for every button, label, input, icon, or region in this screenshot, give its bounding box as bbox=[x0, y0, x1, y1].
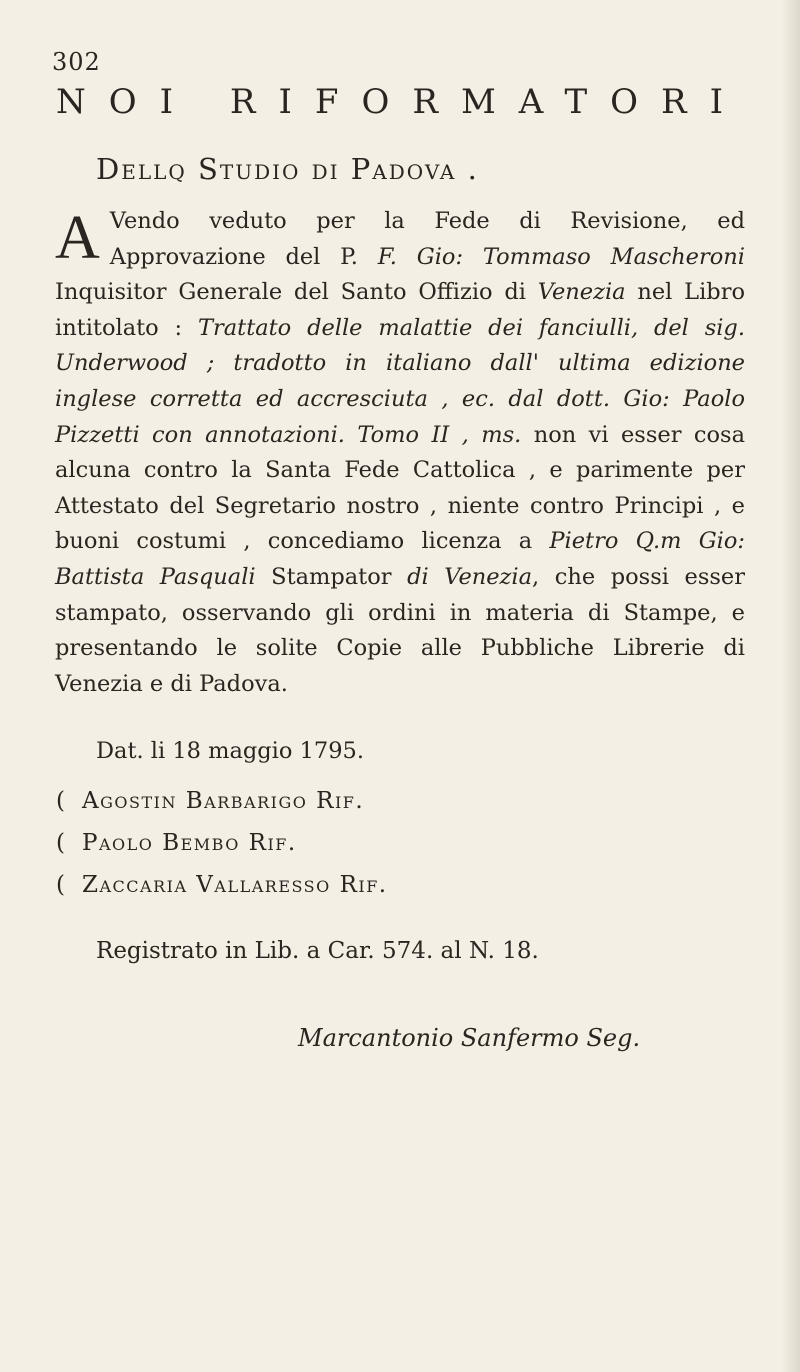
book-title: Trattato delle malattie dei fanciulli, del sig. Underwood ; tradotto in italiano dall' ultima edizione inglese corretta ed accresciuta , ec. dal dott. Gio: Paolo Pizzetti con annotazioni. Tomo II , ms. bbox=[55, 314, 745, 448]
text-segment-italic: di Venezia bbox=[407, 563, 533, 590]
signature-name: Agostin Barbarigo Rif. bbox=[82, 788, 365, 814]
text-segment: , che possi esser stampato, osservando gli ordini in materia di Stampe, e presentando le solite Copie alle Pubbliche Librerie di Venezia e di Padova. bbox=[55, 563, 745, 697]
signature-bracket: ( bbox=[56, 830, 67, 856]
signature-name: Paolo Bembo Rif. bbox=[82, 830, 297, 856]
signature-list bbox=[56, 780, 656, 906]
printer-name: Pietro Q.m Gio: Battista Pasquali bbox=[55, 528, 745, 590]
text-segment: nel Libro intitolato : bbox=[55, 279, 746, 341]
page-heading: NOI RIFORMATORI bbox=[56, 82, 747, 122]
text-segment: Vendo veduto per la Fede di Revisione, ed Approvazione del P. bbox=[109, 208, 745, 270]
drop-cap: A bbox=[55, 204, 100, 272]
text-segment-italic: Venezia bbox=[537, 279, 626, 306]
date-line: Dat. li 18 maggio 1795. bbox=[96, 738, 364, 764]
signature-row bbox=[56, 780, 656, 822]
signature-bracket: ( bbox=[56, 788, 67, 814]
text-segment: non vi esser cosa alcuna contro la Santa Fede Cattolica , e parimente per Attestato del Segretario nostro , niente contro Principi , e buoni costumi , concediamo licenza a bbox=[55, 421, 745, 555]
signature-name: Zaccaria Vallaresso Rif. bbox=[82, 872, 388, 898]
page-subheading: Dellq Studio di Padova . bbox=[96, 152, 479, 186]
page-edge-shadow bbox=[782, 0, 800, 1372]
page-number: 302 bbox=[52, 48, 101, 76]
signature-bracket: ( bbox=[56, 872, 67, 898]
license-text bbox=[55, 204, 745, 702]
signature-row bbox=[56, 864, 656, 906]
text-segment-italic: F. Gio: Tommaso Mascheroni bbox=[377, 243, 745, 270]
text-segment: Inquisitor Generale del Santo Offizio di bbox=[55, 279, 538, 306]
signature-row bbox=[56, 822, 656, 864]
registration-line: Registrato in Lib. a Car. 574. al N. 18. bbox=[96, 938, 539, 964]
text-segment: Stampator bbox=[255, 563, 408, 590]
secretary-signature: Marcantonio Sanfermo Seg. bbox=[298, 1024, 641, 1052]
